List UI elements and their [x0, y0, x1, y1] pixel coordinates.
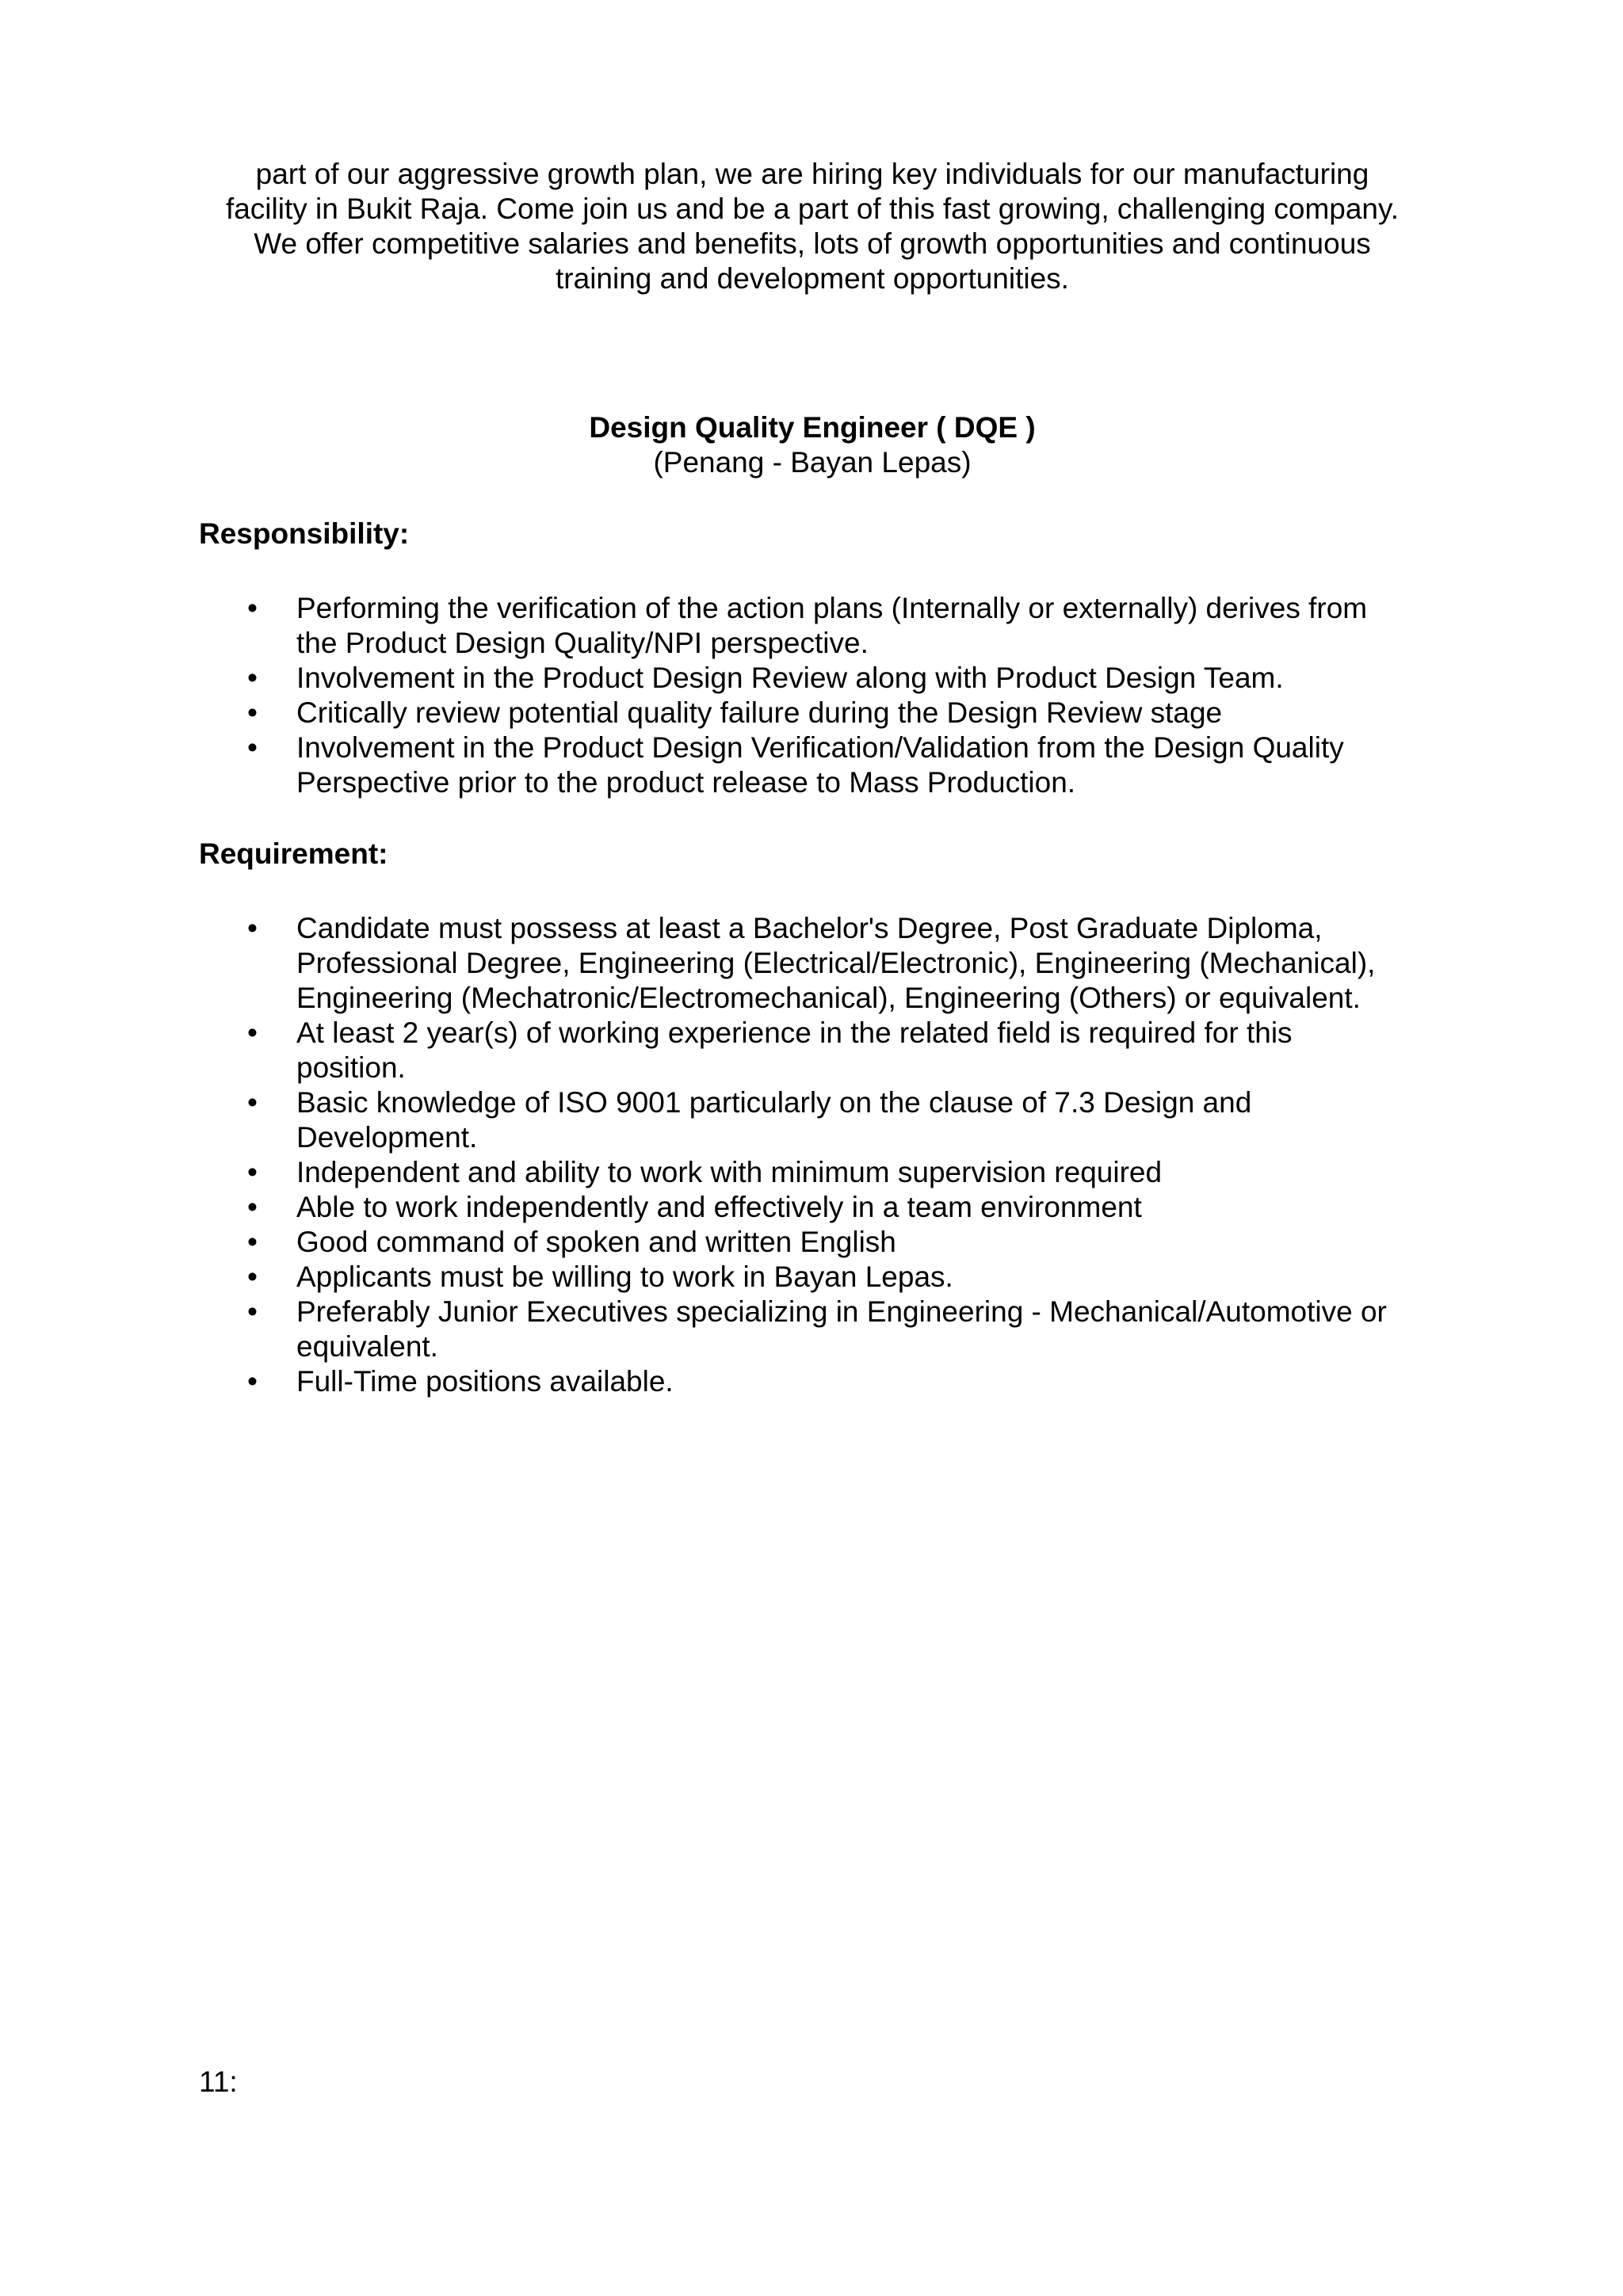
list-item-text — [296, 911, 1623, 1016]
intro-line: facility in Bukit Raja. Come join us and be a part of this fast growing, challenging company. — [225, 193, 1400, 225]
list-item-text — [296, 591, 1623, 661]
bullet-icon: • — [247, 1156, 258, 1188]
list-item-line: Perspective prior to the product release to Mass Production. — [296, 766, 1076, 799]
list-item-line: Preferably Junior Executives specializing in Engineering - Mechanical/Automotive or — [296, 1295, 1387, 1328]
list-item — [0, 1085, 1623, 1155]
list-item — [0, 661, 1623, 696]
list-item-text — [296, 1085, 1623, 1155]
list-item-text — [296, 730, 1623, 800]
list-item-text — [296, 1155, 1623, 1190]
job-title: Design Quality Engineer ( DQE ) — [589, 411, 1036, 444]
responsibility-heading: Responsibility: — [199, 517, 410, 550]
list-item — [0, 1190, 1623, 1225]
bullet-icon: • — [247, 592, 258, 624]
bullet-icon: • — [247, 1191, 258, 1223]
list-item-line: Performing the verification of the action plans (Internally or externally) derives from — [296, 592, 1368, 624]
page-number: 11: — [199, 2065, 238, 2098]
list-item-text — [296, 1364, 1623, 1399]
list-item — [0, 730, 1623, 800]
list-item-line: Good command of spoken and written English — [296, 1226, 896, 1258]
list-item — [0, 911, 1623, 1016]
bullet-icon: • — [247, 1295, 258, 1328]
list-item-line: Development. — [296, 1121, 478, 1154]
list-item-line: Engineering (Mechatronic/Electromechanical), Engineering (Others) or equivalent. — [296, 982, 1361, 1014]
list-item — [0, 1155, 1623, 1190]
bullet-icon: • — [247, 662, 258, 694]
bullet-icon: • — [247, 1226, 258, 1258]
list-item-line: Independent and ability to work with minimum supervision required — [296, 1156, 1163, 1188]
list-item-text — [296, 1295, 1623, 1364]
list-item-text — [296, 661, 1623, 696]
bullet-icon: • — [247, 1365, 258, 1398]
list-item-text — [296, 696, 1623, 730]
intro-line: training and development opportunities. — [556, 262, 1069, 295]
list-item-line: Critically review potential quality failure during the Design Review stage — [296, 696, 1223, 729]
requirement-heading: Requirement: — [199, 837, 388, 870]
bullet-icon: • — [247, 1086, 258, 1119]
list-item — [0, 1225, 1623, 1260]
list-item — [0, 1364, 1623, 1399]
bullet-icon: • — [247, 912, 258, 944]
responsibility-list — [0, 591, 1623, 800]
list-item-line: Candidate must possess at least a Bachelor's Degree, Post Graduate Diploma, — [296, 912, 1323, 944]
list-item — [0, 696, 1623, 730]
list-item-text — [296, 1016, 1623, 1085]
list-item — [0, 1260, 1623, 1295]
job-location: (Penang - Bayan Lepas) — [653, 446, 972, 479]
list-item-line: Basic knowledge of ISO 9001 particularly on the clause of 7.3 Design and — [296, 1086, 1252, 1119]
intro-line: part of our aggressive growth plan, we are hiring key individuals for our manufacturing — [255, 158, 1369, 190]
bullet-icon: • — [247, 731, 258, 764]
bullet-icon: • — [247, 696, 258, 729]
list-item-line: Applicants must be willing to work in Bayan Lepas. — [296, 1261, 953, 1293]
list-item-line: At least 2 year(s) of working experience in the related field is required for this — [296, 1016, 1293, 1049]
list-item-line: Full-Time positions available. — [296, 1365, 674, 1398]
requirement-list — [0, 911, 1623, 1399]
list-item-line: Involvement in the Product Design Review along with Product Design Team. — [296, 662, 1284, 694]
list-item-text — [296, 1225, 1623, 1260]
bullet-icon: • — [247, 1261, 258, 1293]
list-item-line: position. — [296, 1051, 406, 1084]
list-item-line: the Product Design Quality/NPI perspective. — [296, 627, 869, 659]
list-item-line: equivalent. — [296, 1330, 438, 1363]
list-item — [0, 591, 1623, 661]
list-item-line: Professional Degree, Engineering (Electrical/Electronic), Engineering (Mechanical), — [296, 947, 1376, 979]
list-item-line: Able to work independently and effectively in a team environment — [296, 1191, 1142, 1223]
list-item — [0, 1016, 1623, 1085]
list-item-line: Involvement in the Product Design Verification/Validation from the Design Quality — [296, 731, 1344, 764]
list-item-text — [296, 1190, 1623, 1225]
list-item — [0, 1295, 1623, 1364]
intro-paragraph — [198, 157, 1426, 296]
bullet-icon: • — [247, 1016, 258, 1049]
intro-line: We offer competitive salaries and benefits, lots of growth opportunities and continuous — [254, 227, 1371, 260]
list-item-text — [296, 1260, 1623, 1295]
